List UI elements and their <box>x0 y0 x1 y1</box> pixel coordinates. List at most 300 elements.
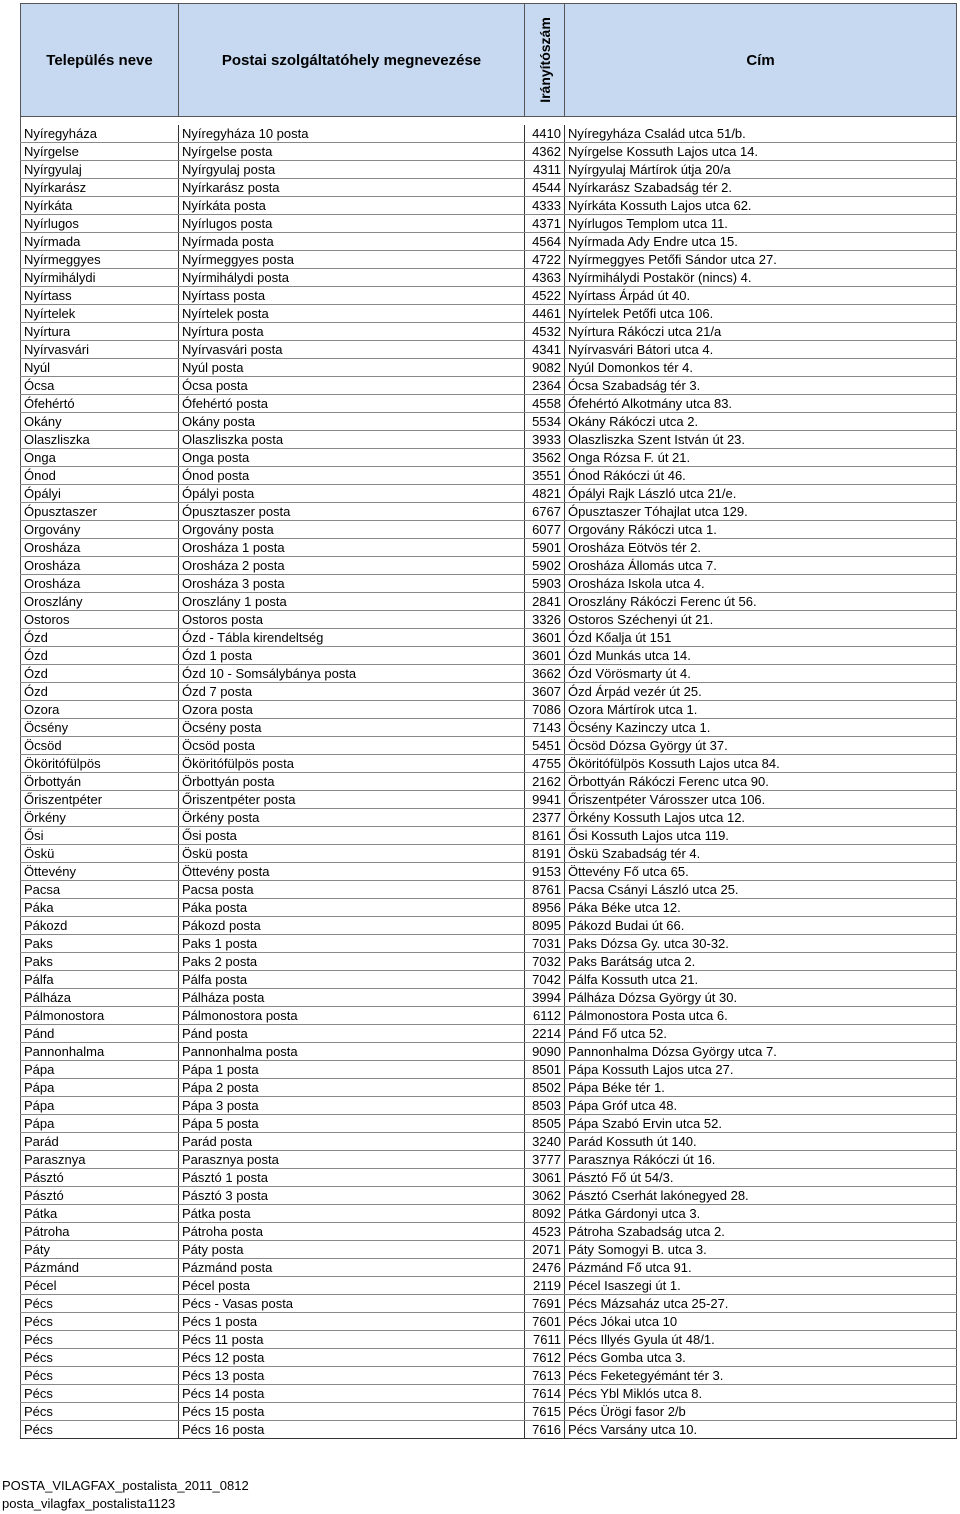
city-cell: Orosháza <box>21 539 179 557</box>
city-cell: Ózd <box>21 683 179 701</box>
table-row <box>21 1043 957 1061</box>
office-cell: Parád posta <box>179 1133 525 1151</box>
office-cell: Pálfa posta <box>179 971 525 989</box>
office-cell: Pannonhalma posta <box>179 1043 525 1061</box>
office-cell: Pécs 1 posta <box>179 1313 525 1331</box>
address-cell: Nyírlugos Templom utca 11. <box>565 215 957 233</box>
table-row <box>21 125 957 143</box>
city-cell: Ozora <box>21 701 179 719</box>
address-cell: Orosháza Állomás utca 7. <box>565 557 957 575</box>
office-cell: Pálmonostora posta <box>179 1007 525 1025</box>
zip-cell: 8191 <box>525 845 565 863</box>
table-row <box>21 917 957 935</box>
city-cell: Nyírlugos <box>21 215 179 233</box>
city-cell: Orgovány <box>21 521 179 539</box>
address-cell: Pápa Kossuth Lajos utca 27. <box>565 1061 957 1079</box>
zip-cell: 3662 <box>525 665 565 683</box>
city-cell: Pannonhalma <box>21 1043 179 1061</box>
address-cell: Ózd Munkás utca 14. <box>565 647 957 665</box>
city-cell: Pécel <box>21 1277 179 1295</box>
address-cell: Pécs Illyés Gyula út 48/1. <box>565 1331 957 1349</box>
city-cell: Ózd <box>21 665 179 683</box>
city-cell: Pásztó <box>21 1169 179 1187</box>
table-row <box>21 773 957 791</box>
zip-cell: 2377 <box>525 809 565 827</box>
office-cell: Nyíregyháza 10 posta <box>179 125 525 143</box>
table-row <box>21 647 957 665</box>
office-cell: Orosháza 1 posta <box>179 539 525 557</box>
zip-cell: 9082 <box>525 359 565 377</box>
address-cell: Pécs Ürögi fasor 2/b <box>565 1403 957 1421</box>
zip-cell: 7615 <box>525 1403 565 1421</box>
city-cell: Nyírkarász <box>21 179 179 197</box>
address-cell: Nyírvasvári Bátori utca 4. <box>565 341 957 359</box>
zip-cell: 4341 <box>525 341 565 359</box>
city-cell: Pálfa <box>21 971 179 989</box>
table-row <box>21 611 957 629</box>
address-cell: Ónod Rákóczi út 46. <box>565 467 957 485</box>
city-cell: Öttevény <box>21 863 179 881</box>
address-cell: Pápa Szabó Ervin utca 52. <box>565 1115 957 1133</box>
address-cell: Pátka Gárdonyi utca 3. <box>565 1205 957 1223</box>
address-cell: Nyírmihálydi Postakör (nincs) 4. <box>565 269 957 287</box>
table-row <box>21 233 957 251</box>
city-cell: Pécs <box>21 1403 179 1421</box>
city-cell: Ököritófülpös <box>21 755 179 773</box>
post-office-sheet <box>20 3 956 1439</box>
address-cell: Örkény Kossuth Lajos utca 12. <box>565 809 957 827</box>
zip-cell: 5903 <box>525 575 565 593</box>
address-cell: Pákozd Budai út 66. <box>565 917 957 935</box>
city-cell: Pécs <box>21 1421 179 1439</box>
table-row <box>21 503 957 521</box>
zip-cell: 4558 <box>525 395 565 413</box>
city-cell: Okány <box>21 413 179 431</box>
office-cell: Nyírtelek posta <box>179 305 525 323</box>
office-cell: Ózd 7 posta <box>179 683 525 701</box>
city-cell: Ózd <box>21 647 179 665</box>
zip-cell: 9153 <box>525 863 565 881</box>
office-cell: Ópályi posta <box>179 485 525 503</box>
city-cell: Pákozd <box>21 917 179 935</box>
table-row <box>21 539 957 557</box>
office-cell: Ócsa posta <box>179 377 525 395</box>
office-cell: Nyírgyulaj posta <box>179 161 525 179</box>
zip-cell: 4523 <box>525 1223 565 1241</box>
address-cell: Páty Somogyi B. utca 3. <box>565 1241 957 1259</box>
table-row <box>21 791 957 809</box>
zip-cell: 3777 <box>525 1151 565 1169</box>
city-cell: Páka <box>21 899 179 917</box>
address-cell: Nyíregyháza Család utca 51/b. <box>565 125 957 143</box>
table-row <box>21 1241 957 1259</box>
office-cell: Onga posta <box>179 449 525 467</box>
address-cell: Pápa Béke tér 1. <box>565 1079 957 1097</box>
address-cell: Ópusztaszer Tóhajlat utca 129. <box>565 503 957 521</box>
city-cell: Orosháza <box>21 575 179 593</box>
zip-cell: 3551 <box>525 467 565 485</box>
zip-cell: 4532 <box>525 323 565 341</box>
address-cell: Olaszliszka Szent István út 23. <box>565 431 957 449</box>
zip-cell: 6767 <box>525 503 565 521</box>
address-cell: Pápa Gróf utca 48. <box>565 1097 957 1115</box>
address-cell: Ozora Mártírok utca 1. <box>565 701 957 719</box>
table-row <box>21 1295 957 1313</box>
table-row <box>21 1223 957 1241</box>
address-cell: Nyírtass Árpád út 40. <box>565 287 957 305</box>
zip-cell: 4461 <box>525 305 565 323</box>
zip-cell: 2162 <box>525 773 565 791</box>
table-row <box>21 701 957 719</box>
address-cell: Ópályi Rajk László utca 21/e. <box>565 485 957 503</box>
office-cell: Öcsöd posta <box>179 737 525 755</box>
office-cell: Páty posta <box>179 1241 525 1259</box>
city-cell: Pécs <box>21 1367 179 1385</box>
address-cell: Öcsöd Dózsa György út 37. <box>565 737 957 755</box>
post-office-table <box>20 3 957 1439</box>
address-cell: Nyírmada Ady Endre utca 15. <box>565 233 957 251</box>
city-cell: Ópályi <box>21 485 179 503</box>
header-city: Település neve <box>21 4 179 117</box>
address-cell: Pásztó Fő út 54/3. <box>565 1169 957 1187</box>
office-cell: Pécs 11 posta <box>179 1331 525 1349</box>
table-row <box>21 683 957 701</box>
city-cell: Pátroha <box>21 1223 179 1241</box>
table-row <box>21 1259 957 1277</box>
footer-line-1: POSTA_VILAGFAX_postalista_2011_0812 <box>2 1478 249 1493</box>
city-cell: Őriszentpéter <box>21 791 179 809</box>
address-cell: Pécs Varsány utca 10. <box>565 1421 957 1439</box>
table-row <box>21 215 957 233</box>
city-cell: Nyírgelse <box>21 143 179 161</box>
office-cell: Orosháza 2 posta <box>179 557 525 575</box>
zip-cell: 4821 <box>525 485 565 503</box>
zip-cell: 6112 <box>525 1007 565 1025</box>
zip-cell: 4755 <box>525 755 565 773</box>
table-row <box>21 989 957 1007</box>
city-cell: Pásztó <box>21 1187 179 1205</box>
zip-cell: 8503 <box>525 1097 565 1115</box>
address-cell: Pátroha Szabadság utca 2. <box>565 1223 957 1241</box>
zip-cell: 3061 <box>525 1169 565 1187</box>
office-cell: Oroszlány 1 posta <box>179 593 525 611</box>
city-cell: Nyíregyháza <box>21 125 179 143</box>
table-row <box>21 809 957 827</box>
address-cell: Öskü Szabadság tér 4. <box>565 845 957 863</box>
city-cell: Ófehértó <box>21 395 179 413</box>
table-row <box>21 1169 957 1187</box>
zip-cell: 9090 <box>525 1043 565 1061</box>
table-row <box>21 179 957 197</box>
address-cell: Ózd Árpád vezér út 25. <box>565 683 957 701</box>
table-row <box>21 521 957 539</box>
table-body <box>21 117 957 1439</box>
office-cell: Paks 1 posta <box>179 935 525 953</box>
zip-cell: 3601 <box>525 647 565 665</box>
header-gap <box>21 117 957 126</box>
office-cell: Okány posta <box>179 413 525 431</box>
zip-cell: 4410 <box>525 125 565 143</box>
city-cell: Páty <box>21 1241 179 1259</box>
office-cell: Pécs 13 posta <box>179 1367 525 1385</box>
address-cell: Oroszlány Rákóczi Ferenc út 56. <box>565 593 957 611</box>
address-cell: Őriszentpéter Városszer utca 106. <box>565 791 957 809</box>
city-cell: Pécs <box>21 1385 179 1403</box>
table-row <box>21 881 957 899</box>
office-cell: Pátka posta <box>179 1205 525 1223</box>
city-cell: Nyúl <box>21 359 179 377</box>
zip-cell: 5902 <box>525 557 565 575</box>
table-header <box>21 4 957 117</box>
office-cell: Pécs 16 posta <box>179 1421 525 1439</box>
city-cell: Pálmonostora <box>21 1007 179 1025</box>
table-row <box>21 287 957 305</box>
zip-cell: 8956 <box>525 899 565 917</box>
office-cell: Nyúl posta <box>179 359 525 377</box>
address-cell: Orgovány Rákóczi utca 1. <box>565 521 957 539</box>
city-cell: Ópusztaszer <box>21 503 179 521</box>
city-cell: Öskü <box>21 845 179 863</box>
footer-line-2: posta_vilagfax_postalista1123 <box>2 1496 176 1511</box>
office-cell: Nyírmada posta <box>179 233 525 251</box>
table-row <box>21 1115 957 1133</box>
zip-cell: 7042 <box>525 971 565 989</box>
city-cell: Örbottyán <box>21 773 179 791</box>
zip-cell: 3562 <box>525 449 565 467</box>
city-cell: Örkény <box>21 809 179 827</box>
address-cell: Orosháza Iskola utca 4. <box>565 575 957 593</box>
table-row <box>21 1187 957 1205</box>
zip-cell: 3326 <box>525 611 565 629</box>
office-cell: Öskü posta <box>179 845 525 863</box>
office-cell: Ozora posta <box>179 701 525 719</box>
zip-cell: 8161 <box>525 827 565 845</box>
office-cell: Ózd - Tábla kirendeltség <box>179 629 525 647</box>
city-cell: Ostoros <box>21 611 179 629</box>
address-cell: Ócsa Szabadság tér 3. <box>565 377 957 395</box>
city-cell: Parád <box>21 1133 179 1151</box>
table-row <box>21 431 957 449</box>
address-cell: Ózd Vörösmarty út 4. <box>565 665 957 683</box>
header-address: Cím <box>565 4 957 117</box>
table-row <box>21 485 957 503</box>
address-cell: Ököritófülpös Kossuth Lajos utca 84. <box>565 755 957 773</box>
city-cell: Pápa <box>21 1115 179 1133</box>
address-cell: Pécs Ybl Miklós utca 8. <box>565 1385 957 1403</box>
table-row <box>21 557 957 575</box>
table-row <box>21 1097 957 1115</box>
table-row <box>21 143 957 161</box>
city-cell: Nyírtura <box>21 323 179 341</box>
city-cell: Nyírgyulaj <box>21 161 179 179</box>
zip-cell: 7031 <box>525 935 565 953</box>
office-cell: Pécs 12 posta <box>179 1349 525 1367</box>
zip-cell: 3240 <box>525 1133 565 1151</box>
zip-cell: 4522 <box>525 287 565 305</box>
zip-cell: 4544 <box>525 179 565 197</box>
table-row <box>21 197 957 215</box>
office-cell: Nyírmihálydi posta <box>179 269 525 287</box>
office-cell: Pécs 14 posta <box>179 1385 525 1403</box>
address-cell: Parád Kossuth út 140. <box>565 1133 957 1151</box>
address-cell: Nyúl Domonkos tér 4. <box>565 359 957 377</box>
zip-cell: 8092 <box>525 1205 565 1223</box>
office-cell: Pázmánd posta <box>179 1259 525 1277</box>
zip-cell: 8502 <box>525 1079 565 1097</box>
table-row <box>21 845 957 863</box>
address-cell: Pálmonostora Posta utca 6. <box>565 1007 957 1025</box>
city-cell: Pápa <box>21 1079 179 1097</box>
office-cell: Pánd posta <box>179 1025 525 1043</box>
address-cell: Páka Béke utca 12. <box>565 899 957 917</box>
office-cell: Pápa 1 posta <box>179 1061 525 1079</box>
address-cell: Nyírmeggyes Petőfi Sándor utca 27. <box>565 251 957 269</box>
office-cell: Pásztó 1 posta <box>179 1169 525 1187</box>
city-cell: Ősi <box>21 827 179 845</box>
address-cell: Ősi Kossuth Lajos utca 119. <box>565 827 957 845</box>
address-cell: Nyírgyulaj Mártírok útja 20/a <box>565 161 957 179</box>
address-cell: Pécs Gomba utca 3. <box>565 1349 957 1367</box>
table-row <box>21 737 957 755</box>
table-row <box>21 377 957 395</box>
zip-cell: 4333 <box>525 197 565 215</box>
address-cell: Pécs Jókai utca 10 <box>565 1313 957 1331</box>
city-cell: Pátka <box>21 1205 179 1223</box>
office-cell: Ózd 1 posta <box>179 647 525 665</box>
office-cell: Orgovány posta <box>179 521 525 539</box>
city-cell: Pápa <box>21 1097 179 1115</box>
office-cell: Pécel posta <box>179 1277 525 1295</box>
address-cell: Ózd Kőalja út 151 <box>565 629 957 647</box>
table-row <box>21 305 957 323</box>
address-cell: Nyírgelse Kossuth Lajos utca 14. <box>565 143 957 161</box>
table-row <box>21 1403 957 1421</box>
table-row <box>21 413 957 431</box>
city-cell: Parasznya <box>21 1151 179 1169</box>
address-cell: Onga Rózsa F. út 21. <box>565 449 957 467</box>
office-cell: Olaszliszka posta <box>179 431 525 449</box>
office-cell: Pásztó 3 posta <box>179 1187 525 1205</box>
table-row <box>21 1313 957 1331</box>
city-cell: Ónod <box>21 467 179 485</box>
city-cell: Nyírmeggyes <box>21 251 179 269</box>
office-cell: Parasznya posta <box>179 1151 525 1169</box>
zip-cell: 4363 <box>525 269 565 287</box>
office-cell: Nyírkarász posta <box>179 179 525 197</box>
city-cell: Pécs <box>21 1349 179 1367</box>
city-cell: Paks <box>21 935 179 953</box>
table-row <box>21 251 957 269</box>
address-cell: Pánd Fő utca 52. <box>565 1025 957 1043</box>
office-cell: Ostoros posta <box>179 611 525 629</box>
address-cell: Nyírkáta Kossuth Lajos utca 62. <box>565 197 957 215</box>
zip-cell: 4371 <box>525 215 565 233</box>
table-row <box>21 629 957 647</box>
zip-cell: 5901 <box>525 539 565 557</box>
address-cell: Ostoros Széchenyi út 21. <box>565 611 957 629</box>
address-cell: Pécs Mázsaház utca 25-27. <box>565 1295 957 1313</box>
table-row <box>21 755 957 773</box>
city-cell: Pécs <box>21 1313 179 1331</box>
office-cell: Öttevény posta <box>179 863 525 881</box>
zip-cell: 4564 <box>525 233 565 251</box>
address-cell: Pálfa Kossuth utca 21. <box>565 971 957 989</box>
city-cell: Pázmánd <box>21 1259 179 1277</box>
zip-cell: 4722 <box>525 251 565 269</box>
office-cell: Ófehértó posta <box>179 395 525 413</box>
office-cell: Pécs - Vasas posta <box>179 1295 525 1313</box>
zip-cell: 2364 <box>525 377 565 395</box>
table-row <box>21 665 957 683</box>
city-cell: Onga <box>21 449 179 467</box>
office-cell: Nyírtass posta <box>179 287 525 305</box>
city-cell: Ócsa <box>21 377 179 395</box>
zip-cell: 7616 <box>525 1421 565 1439</box>
office-cell: Őriszentpéter posta <box>179 791 525 809</box>
address-cell: Pálháza Dózsa György út 30. <box>565 989 957 1007</box>
table-row <box>21 1061 957 1079</box>
address-cell: Örbottyán Rákóczi Ferenc utca 90. <box>565 773 957 791</box>
table-row <box>21 827 957 845</box>
table-row <box>21 1025 957 1043</box>
zip-cell: 3933 <box>525 431 565 449</box>
zip-cell: 8501 <box>525 1061 565 1079</box>
table-row <box>21 719 957 737</box>
table-row <box>21 1151 957 1169</box>
table-row <box>21 953 957 971</box>
table-row <box>21 971 957 989</box>
table-row <box>21 1331 957 1349</box>
zip-cell: 9941 <box>525 791 565 809</box>
city-cell: Nyírkáta <box>21 197 179 215</box>
address-cell: Nyírkarász Szabadság tér 2. <box>565 179 957 197</box>
city-cell: Orosháza <box>21 557 179 575</box>
office-cell: Ózd 10 - Somsálybánya posta <box>179 665 525 683</box>
zip-cell: 7032 <box>525 953 565 971</box>
zip-cell: 7612 <box>525 1349 565 1367</box>
table-row <box>21 323 957 341</box>
city-cell: Pálháza <box>21 989 179 1007</box>
address-cell: Öcsény Kazinczy utca 1. <box>565 719 957 737</box>
office-cell: Ónod posta <box>179 467 525 485</box>
zip-cell: 2841 <box>525 593 565 611</box>
office-cell: Nyírkáta posta <box>179 197 525 215</box>
table-row <box>21 863 957 881</box>
zip-cell: 8761 <box>525 881 565 899</box>
office-cell: Pápa 2 posta <box>179 1079 525 1097</box>
table-row <box>21 1277 957 1295</box>
table-row <box>21 1079 957 1097</box>
zip-cell: 7601 <box>525 1313 565 1331</box>
table-row <box>21 935 957 953</box>
address-cell: Paks Dózsa Gy. utca 30-32. <box>565 935 957 953</box>
address-cell: Okány Rákóczi utca 2. <box>565 413 957 431</box>
office-cell: Nyírlugos posta <box>179 215 525 233</box>
address-cell: Paks Barátság utca 2. <box>565 953 957 971</box>
zip-cell: 5451 <box>525 737 565 755</box>
table-row <box>21 359 957 377</box>
zip-cell: 5534 <box>525 413 565 431</box>
city-cell: Öcsöd <box>21 737 179 755</box>
office-cell: Pákozd posta <box>179 917 525 935</box>
header-zip-label: Irányítószám <box>536 17 553 103</box>
city-cell: Pécs <box>21 1295 179 1313</box>
city-cell: Pécs <box>21 1331 179 1349</box>
office-cell: Páka posta <box>179 899 525 917</box>
zip-cell: 7611 <box>525 1331 565 1349</box>
office-cell: Pálháza posta <box>179 989 525 1007</box>
city-cell: Pacsa <box>21 881 179 899</box>
